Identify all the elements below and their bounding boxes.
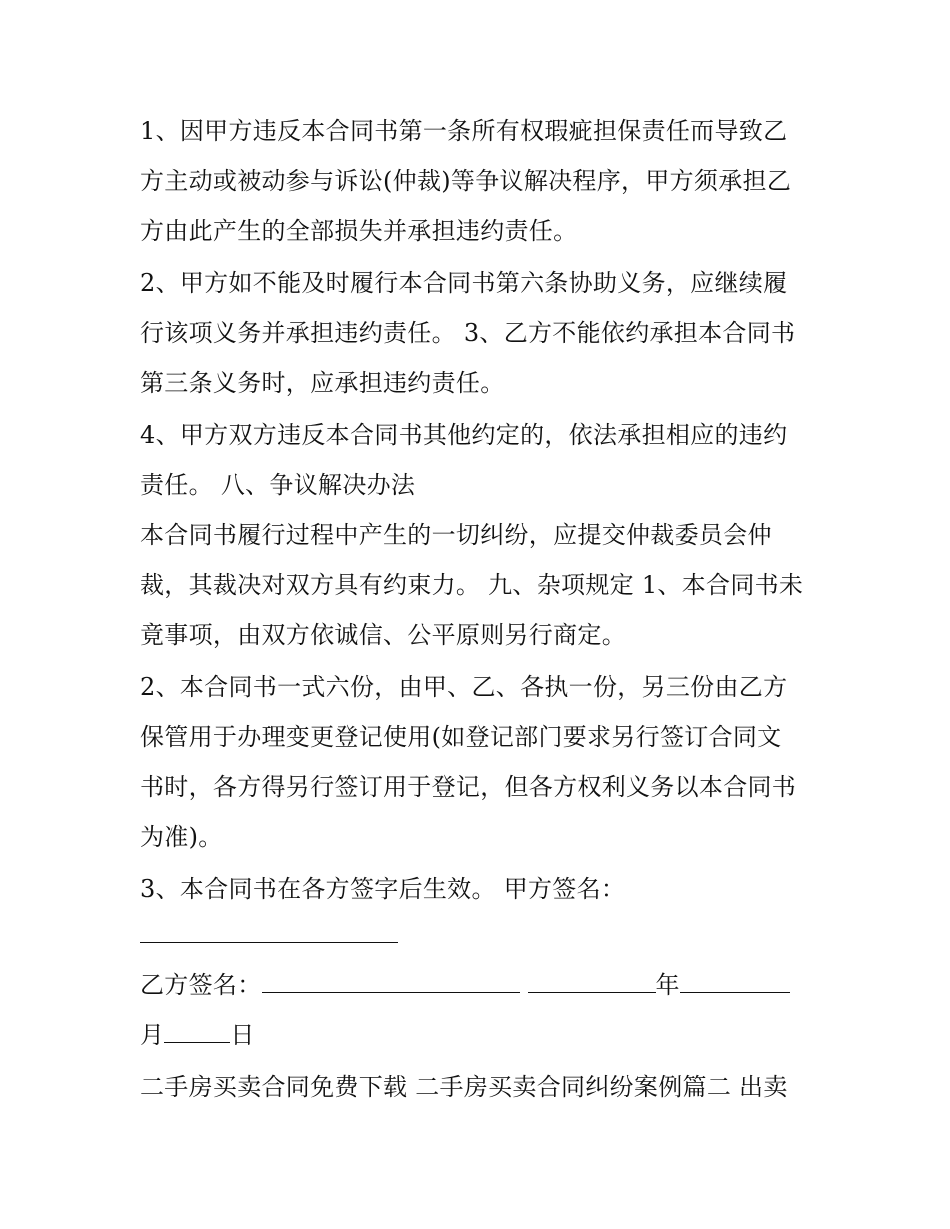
text-line-14: 书时，各方得另行签订用于登记，但各方权利义务以本合同书 xyxy=(140,773,797,801)
month-label: 月 xyxy=(140,1021,165,1049)
month-blank xyxy=(680,970,790,993)
text-line-16: 3、本合同书在各方签字后生效。 甲方签名： xyxy=(140,875,626,903)
text-line-3: 方由此产生的全部损失并承担违约责任。 xyxy=(140,217,578,245)
text-line-13: 保管用于办理变更登记使用(如登记部门要求另行签订合同文 xyxy=(140,723,782,751)
footer-text-line: 二手房买卖合同免费下载 二手房买卖合同纠纷案例篇二 出卖 xyxy=(140,1073,788,1101)
text-line-9: 本合同书履行过程中产生的一切纠纷，应提交仲裁委员会仲 xyxy=(140,521,772,549)
party-b-signature-blank xyxy=(262,970,520,993)
text-line-11: 竟事项，由双方依诚信、公平原则另行商定。 xyxy=(140,621,626,649)
party-b-signature-row xyxy=(140,970,790,1000)
text-line-4: 2、甲方如不能及时履行本合同书第六条协助义务，应继续履 xyxy=(140,269,788,297)
year-label: 年 xyxy=(655,971,680,999)
year-blank xyxy=(528,970,656,993)
text-line-5: 行该项义务并承担违约责任。 3、乙方不能依约承担本合同书 xyxy=(140,319,796,347)
text-line-6: 第三条义务时，应承担违约责任。 xyxy=(140,369,505,397)
date-row xyxy=(140,1020,255,1050)
text-line-7: 4、甲方双方违反本合同书其他约定的，依法承担相应的违约 xyxy=(140,421,788,449)
party-b-signature-label: 乙方签名： xyxy=(140,971,262,999)
text-line-10: 裁，其裁决对双方具有约束力。 九、杂项规定 1、本合同书未 xyxy=(140,571,804,599)
text-line-1: 1、因甲方违反本合同书第一条所有权瑕疵担保责任而导致乙 xyxy=(140,117,788,145)
text-line-12: 2、本合同书一式六份，由甲、乙、各执一份，另三份由乙方 xyxy=(140,673,788,701)
party-a-signature-line xyxy=(140,942,398,943)
day-blank xyxy=(164,1020,230,1043)
text-line-8: 责任。 八、争议解决办法 xyxy=(140,471,416,499)
day-label: 日 xyxy=(230,1021,255,1049)
text-line-2: 方主动或被动参与诉讼(仲裁)等争议解决程序，甲方须承担乙 xyxy=(140,167,792,195)
text-line-15: 为准)。 xyxy=(140,823,223,851)
